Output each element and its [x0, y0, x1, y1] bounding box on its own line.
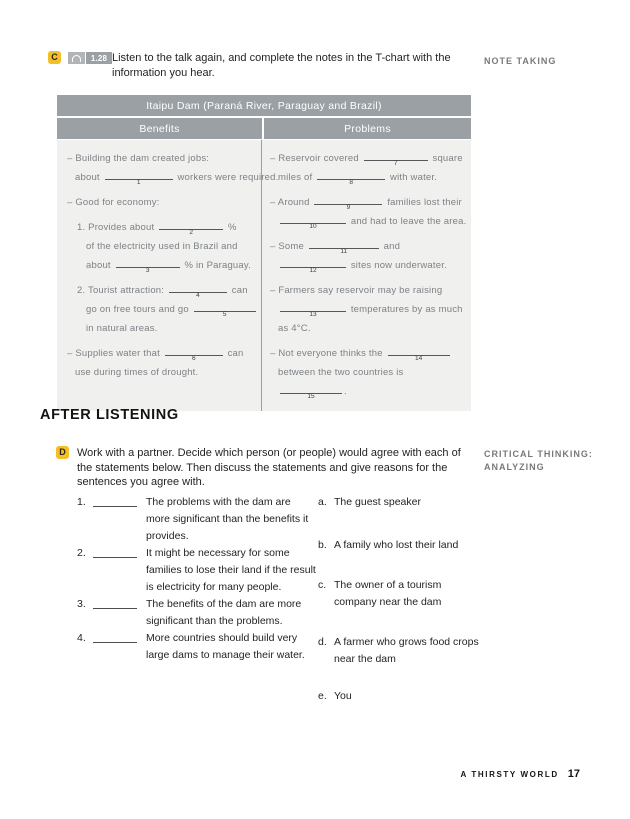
note-line: [270, 212, 466, 231]
blank-number: 5: [222, 311, 227, 318]
answer-blank-6[interactable]: [165, 347, 223, 362]
note-line: [270, 237, 466, 256]
answer-blank-5[interactable]: [194, 303, 256, 318]
person-letter: b.: [318, 539, 327, 551]
person-item: [318, 634, 518, 668]
t-chart: [57, 95, 471, 411]
note-line: [67, 193, 256, 212]
answer-blank-15[interactable]: [280, 385, 342, 400]
t-chart-body: [57, 140, 471, 411]
blank-number: 11: [340, 248, 348, 255]
note-text: workers were required.: [174, 172, 279, 183]
note-text: 2. Tourist attraction:: [77, 285, 167, 296]
statements-list: [77, 494, 322, 664]
note-text: – Building the dam created jobs:: [67, 153, 210, 164]
answer-blank-3[interactable]: [116, 259, 180, 274]
exercise-d-instruction: Work with a partner. Decide which person (or people) would agree with each of the statements below. Then discuss the statements and give reasons for the sentences you agree with.: [77, 447, 461, 488]
persons-list: [318, 494, 518, 705]
answer-blank-9[interactable]: [314, 196, 382, 211]
note-text: .: [344, 386, 347, 397]
blank-number: 13: [309, 311, 317, 318]
unit-title: A THIRSTY WORLD: [460, 770, 559, 779]
note-line: [67, 363, 256, 382]
note-text: about: [86, 260, 114, 271]
answer-blank-12[interactable]: [280, 259, 346, 274]
person-text: The guest speaker: [334, 496, 421, 508]
person-letter: e.: [318, 690, 327, 702]
note-text: can: [228, 285, 248, 296]
blank-number: 3: [145, 267, 150, 274]
exercise-c-instruction: Listen to the talk again, and complete the notes in the T-chart with the information you hear.: [112, 52, 451, 79]
answer-blank-13[interactable]: [280, 303, 346, 318]
statement-answer-blank[interactable]: [93, 630, 137, 643]
benefits-header: Benefits: [57, 118, 262, 139]
note-text: %: [225, 222, 237, 233]
person-text: The owner of a tourism company near the dam: [334, 579, 442, 608]
statement-item: [77, 596, 322, 630]
note-line: [67, 256, 256, 275]
statement-answer-blank[interactable]: [93, 545, 137, 558]
note-line: [270, 300, 466, 319]
statement-text: More countries should build very large dams to manage their water.: [146, 632, 305, 661]
note-text: families lost their: [384, 197, 462, 208]
note-line: [67, 149, 256, 168]
note-text: sites now underwater.: [348, 260, 447, 271]
note-line: [270, 363, 466, 382]
answer-blank-14[interactable]: [388, 347, 450, 362]
note-line: [270, 168, 466, 187]
answer-blank-11[interactable]: [309, 240, 379, 255]
note-text: – Some: [270, 241, 307, 252]
note-line: [67, 237, 256, 256]
statement-item: [77, 630, 322, 664]
note-line: [67, 344, 256, 363]
person-letter: c.: [318, 579, 327, 591]
note-line: [67, 319, 256, 338]
blank-number: 8: [349, 179, 353, 186]
person-text: A farmer who grows food crops near the dam: [334, 636, 479, 665]
person-letter: d.: [318, 636, 327, 648]
person-letter: a.: [318, 496, 327, 508]
note-text: – Farmers say reservoir may be raising: [270, 285, 443, 296]
audio-track-number: 1.28: [86, 52, 112, 64]
problems-notes-column: [262, 140, 471, 411]
headphones-icon: [68, 52, 85, 64]
note-text: of the electricity used in Brazil and: [86, 241, 238, 252]
blank-number: 1: [136, 179, 141, 186]
critical-thinking-line1: CRITICAL THINKING:: [484, 449, 593, 459]
critical-thinking-label: [484, 448, 593, 474]
statement-number: 4.: [77, 632, 86, 644]
note-text: can: [224, 348, 244, 359]
statement-number: 2.: [77, 547, 86, 559]
answer-blank-1[interactable]: [105, 171, 173, 186]
note-line: [67, 300, 256, 319]
answer-blank-4[interactable]: [169, 284, 227, 299]
note-line: [270, 281, 466, 300]
blank-number: 7: [393, 160, 398, 167]
note-text: – Supplies water that: [67, 348, 163, 359]
note-text: and had to leave the area.: [348, 216, 467, 227]
note-line: [270, 319, 466, 338]
person-text: You: [334, 690, 352, 702]
note-text: use during times of drought.: [75, 367, 199, 378]
note-text: about: [75, 172, 103, 183]
answer-blank-2[interactable]: [159, 221, 223, 236]
critical-thinking-line2: ANALYZING: [484, 462, 545, 472]
blank-number: 2: [189, 229, 193, 236]
note-text: in natural areas.: [86, 323, 158, 334]
person-item: [318, 688, 518, 705]
exercise-c-badge: C: [48, 51, 61, 64]
person-text: A family who lost their land: [334, 539, 459, 551]
note-text: – Good for economy:: [67, 197, 160, 208]
statement-number: 1.: [77, 496, 86, 508]
blank-number: 14: [414, 355, 423, 362]
statement-item: [77, 545, 322, 596]
audio-track-badge[interactable]: [68, 52, 112, 64]
statement-answer-blank[interactable]: [93, 596, 137, 609]
note-text: – Around: [270, 197, 313, 208]
t-chart-column-headers: [57, 118, 471, 139]
note-text: miles of: [278, 172, 316, 183]
after-listening-heading: AFTER LISTENING: [40, 407, 179, 423]
answer-blank-8[interactable]: [317, 171, 385, 186]
page-number: 17: [567, 768, 580, 780]
note-line: [67, 281, 256, 300]
problems-header: Problems: [264, 118, 471, 139]
blank-number: 9: [346, 204, 351, 211]
note-text: – Not everyone thinks the: [270, 348, 386, 359]
note-line: [270, 193, 466, 212]
statement-item: [77, 494, 322, 545]
person-item: [318, 577, 518, 611]
note-text: with water.: [387, 172, 438, 183]
note-line: [270, 149, 466, 168]
note-text: between the two countries is: [278, 367, 404, 378]
person-item: [318, 537, 518, 554]
note-line: [270, 256, 466, 275]
statement-text: The benefits of the dam are more significant than the problems.: [146, 598, 302, 627]
note-text: square: [429, 153, 463, 164]
statement-answer-blank[interactable]: [93, 494, 137, 507]
note-line: [270, 344, 466, 363]
blank-number: 4: [196, 292, 200, 299]
blank-number: 10: [309, 223, 317, 230]
answer-blank-7[interactable]: [364, 152, 428, 167]
note-text: and: [380, 241, 401, 252]
note-taking-label: NOTE TAKING: [484, 56, 557, 66]
statement-number: 3.: [77, 598, 86, 610]
statement-text: The problems with the dam are more significant than the benefits it provides.: [146, 496, 309, 542]
person-item: [318, 494, 518, 511]
answer-blank-10[interactable]: [280, 215, 346, 230]
t-chart-title: Itaipu Dam (Paraná River, Paraguay and Brazil): [57, 95, 471, 116]
note-line: [67, 168, 279, 187]
exercise-d-badge: D: [56, 446, 69, 459]
page-footer: [461, 768, 580, 780]
note-text: as 4°C.: [278, 323, 311, 334]
statement-text: It might be necessary for some families to lose their land if the result is electricity for many people.: [146, 547, 316, 593]
benefits-notes-column: [57, 140, 279, 411]
note-line: [67, 218, 256, 237]
note-text: go on free tours and go: [86, 304, 192, 315]
blank-number: 12: [309, 267, 317, 274]
note-line: [270, 382, 466, 401]
blank-number: 15: [307, 393, 315, 400]
note-text: – Reservoir covered: [270, 153, 362, 164]
note-text: 1. Provides about: [77, 222, 158, 233]
blank-number: 6: [191, 355, 196, 362]
note-text: % in Paraguay.: [181, 260, 251, 271]
note-text: temperatures by as much: [348, 304, 463, 315]
